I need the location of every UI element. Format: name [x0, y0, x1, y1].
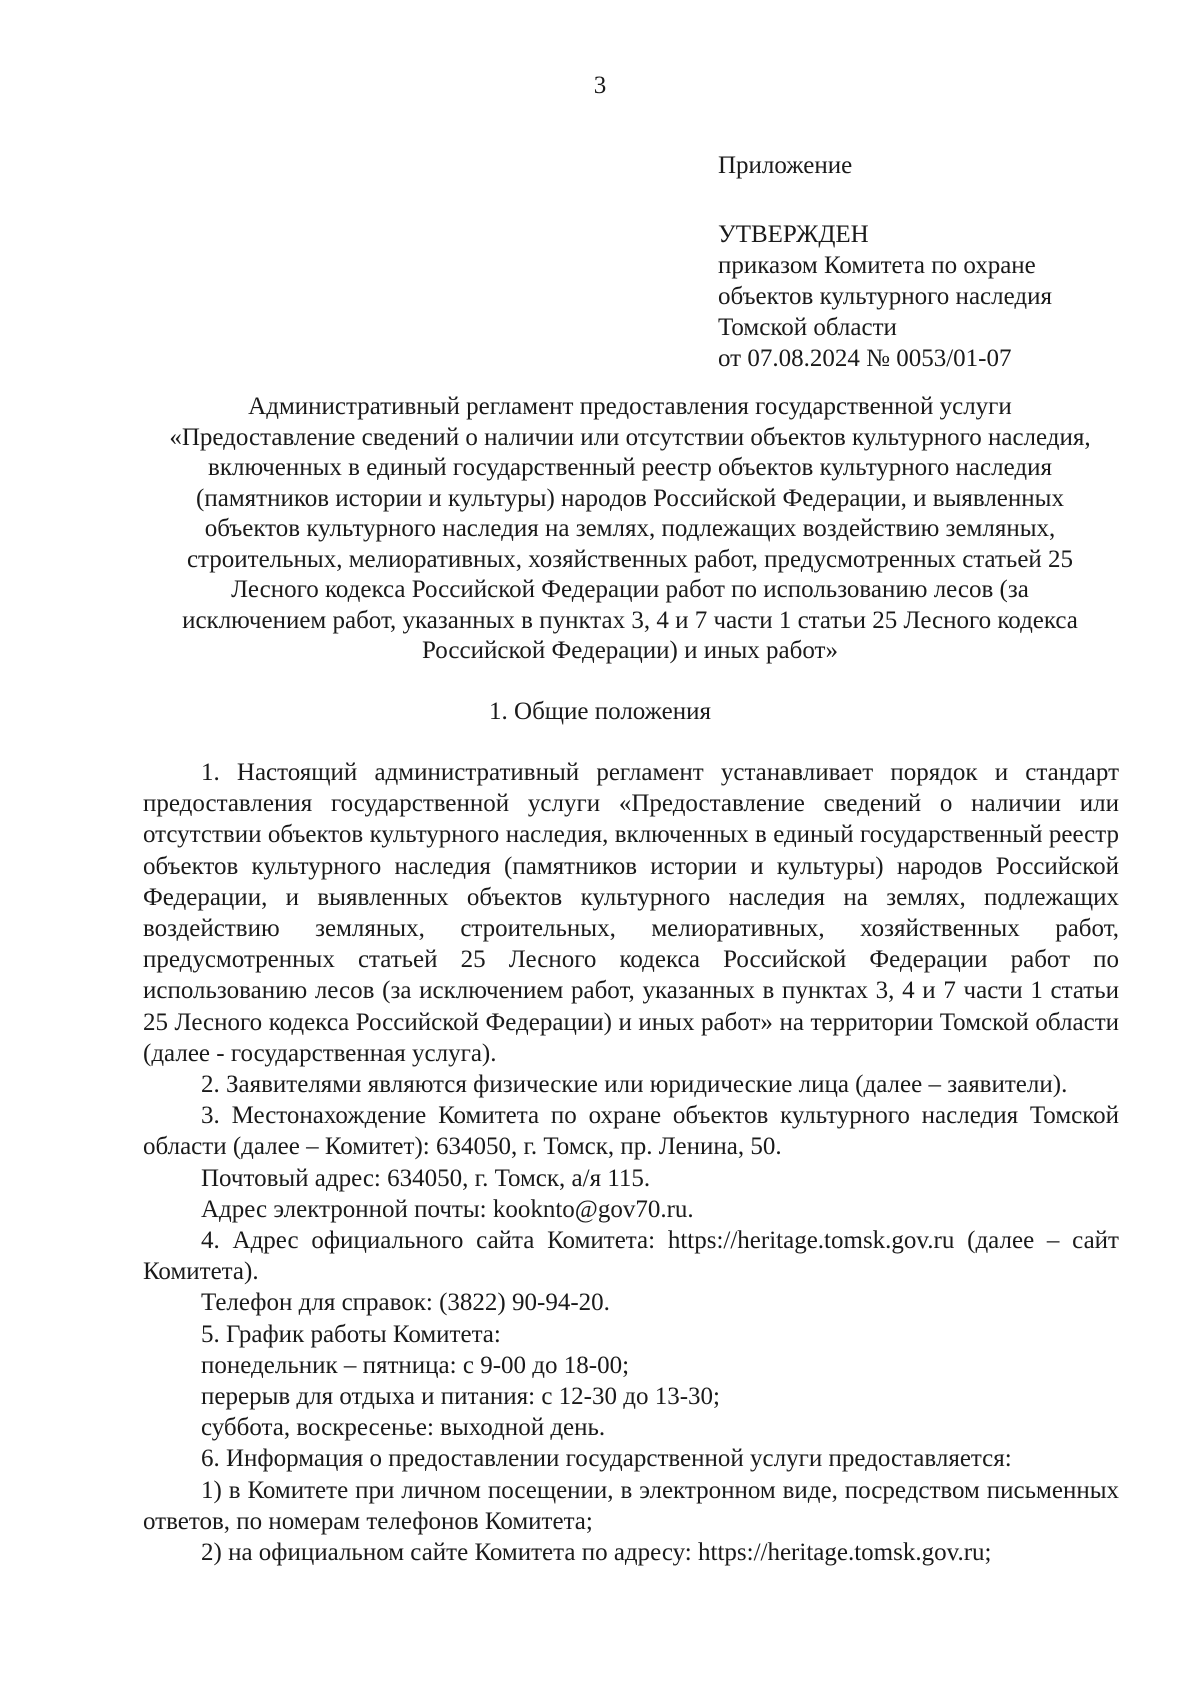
paragraph: 5. График работы Комитета: — [201, 1320, 501, 1348]
section-heading: 1. Общие положения — [489, 698, 711, 725]
paragraph: 1. Настоящий административный регламент устанавливает порядок и стандарт предоставления государственной услуги «Предоставление сведений о наличии или отсутствии объектов культурного наследия, включенных в единый государственный реестр объектов культурного наследия (памятников истории и культуры) народов Российской Федерации, и выявленных объектов культурного наследия на землях, подлежащих воздействию земляных, строительных, мелиоративных, хозяйственных работ, предусмотренных статьей 25 Лесного кодекса Российской Федерации работ по использованию лесов (за исключением работ, указанных в пунктах 3, 4 и 7 части 1 статьи 25 Лесного кодекса Российской Федерации) и иных работ» на территории Томской области (далее - государственная услуга). — [143, 759, 1119, 1067]
title-line: объектов культурного наследия на землях, подлежащих воздействию земляных, — [204, 515, 1056, 542]
paragraph: 2) на официальном сайте Комитета по адресу: https://heritage.tomsk.gov.ru; — [201, 1539, 992, 1567]
title-line: исключением работ, указанных в пунктах 3, 4 и 7 части 1 статьи 25 Лесного кодекса — [182, 606, 1078, 634]
paragraph: перерыв для отдыха и питания: с 12-30 до 13-30; — [201, 1383, 720, 1411]
title-line: Российской Федерации) и иных работ» — [422, 637, 838, 664]
paragraph: 2. Заявителями являются физические или юридические лица (далее – заявители). — [201, 1071, 1068, 1099]
approved-label: УТВЕРЖДЕН — [718, 221, 869, 248]
document-title — [140, 392, 1120, 667]
paragraph: 3. Местонахождение Комитета по охране объектов культурного наследия Томской области (далее – Комитет): 634050, г. Томск, пр. Ленина, 50. — [143, 1102, 1119, 1161]
paragraph: 4. Адрес официального сайта Комитета: https://heritage.tomsk.gov.ru (далее – сайт Комитета). — [143, 1227, 1119, 1286]
approval-block — [718, 150, 1158, 374]
paragraph: понедельник – пятница: с 9-00 до 18-00; — [201, 1351, 630, 1379]
paragraph: Почтовый адрес: 634050, г. Томск, а/я 115. — [201, 1164, 651, 1192]
title-line: Административный регламент предоставления государственной услуги — [248, 393, 1012, 420]
title-line: (памятников истории и культуры) народов Российской Федерации, и выявленных — [196, 484, 1064, 512]
paragraph: суббота, воскресенье: выходной день. — [201, 1414, 606, 1442]
page-number: 3 — [593, 72, 607, 99]
paragraph: 1) в Комитете при личном посещении, в электронном виде, посредством письменных ответов, по номерам телефонов Комитета; — [143, 1476, 1119, 1535]
paragraph: Телефон для справок: (3822) 90-94-20. — [201, 1289, 610, 1317]
title-line: «Предоставление сведений о наличии или отсутствии объектов культурного наследия, — [169, 423, 1091, 451]
annex-label: Приложение — [718, 152, 853, 179]
body-text — [143, 757, 1119, 1568]
paragraph: Адрес электронной почты: kooknto@gov70.ru. — [201, 1195, 694, 1223]
title-line: включенных в единый государственный реестр объектов культурного наследия — [208, 454, 1052, 481]
approval-line-3: Томской области — [718, 314, 897, 341]
approval-line-2: объектов культурного наследия — [718, 283, 1052, 310]
approval-order-number: от 07.08.2024 № 0053/01-07 — [718, 345, 1012, 372]
approval-line-1: приказом Комитета по охране — [718, 252, 1036, 279]
paragraph: 6. Информация о предоставлении государственной услуги предоставляется: — [201, 1445, 1012, 1473]
title-line: Лесного кодекса Российской Федерации работ по использованию лесов (за — [231, 576, 1029, 603]
title-line: строительных, мелиоративных, хозяйственных работ, предусмотренных статьей 25 — [186, 545, 1074, 573]
